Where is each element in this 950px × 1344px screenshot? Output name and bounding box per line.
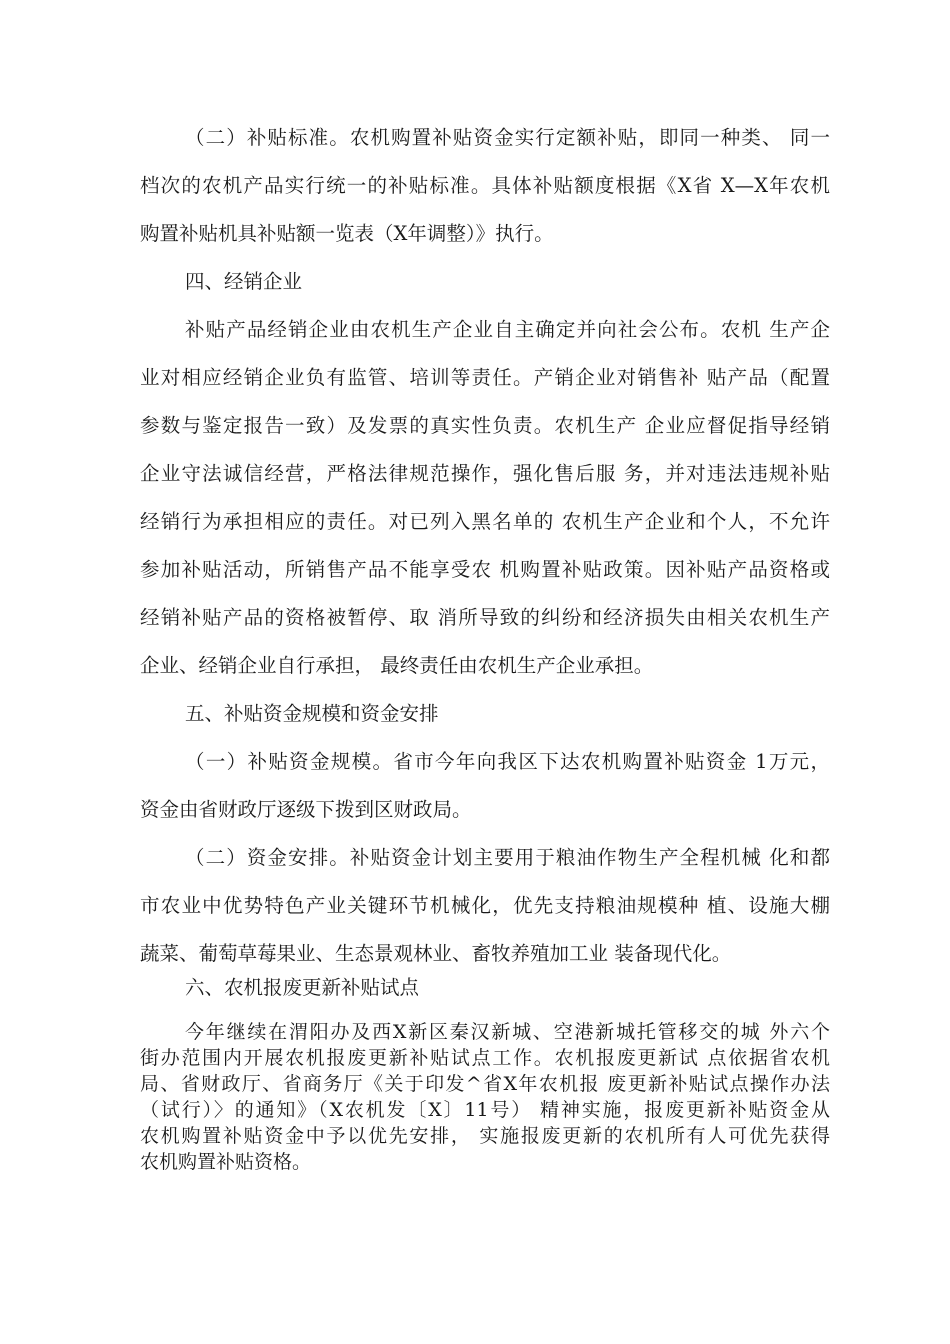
- paragraph-line: （试行）〉的通知》（X农机发〔X〕11号） 精神实施，报废更新补贴资金从: [140, 1099, 830, 1121]
- paragraph-line: 农机购置补贴资格。: [140, 1151, 312, 1173]
- paragraph-line: 局、省财政厅、省商务厅《关于印发^省X年农机报 废更新补贴试点操作办法: [140, 1073, 830, 1095]
- paragraph-line: 资金由省财政厅逐级下拨到区财政局。: [140, 798, 472, 821]
- paragraph-line: 街办范围内开展农机报废更新补贴试点工作。农机报废更新试 点依据省农机: [140, 1047, 830, 1069]
- paragraph-line: 企业、经销企业自行承担， 最终责任由农机生产企业承担。: [140, 654, 654, 677]
- paragraph-line: 购置补贴机具补贴额一览表（X年调整）》执行。: [140, 222, 554, 245]
- paragraph-line: （二）资金安排。补贴资金计划主要用于粮油作物生产全程机械 化和都: [185, 846, 830, 869]
- paragraph-line: 参数与鉴定报告一致）及发票的真实性负责。农机生产 企业应督促指导经销: [140, 414, 830, 437]
- paragraph-line: 经销补贴产品的资格被暂停、取 消所导致的纠纷和经济损失由相关农机生产: [140, 606, 830, 629]
- paragraph-line: （二）补贴标准。农机购置补贴资金实行定额补贴，即同一种类、 同一: [185, 126, 830, 149]
- paragraph-line: 档次的农机产品实行统一的补贴标准。具体补贴额度根据《X省 X—X年农机: [140, 174, 830, 197]
- section-heading: 六、农机报废更新补贴试点: [185, 976, 420, 999]
- paragraph-line: 农机购置补贴资金中予以优先安排， 实施报废更新的农机所有人可优先获得: [140, 1125, 830, 1147]
- paragraph-line: 今年继续在渭阳办及西X新区秦汉新城、空港新城托管移交的城 外六个: [185, 1021, 830, 1043]
- paragraph-line: 业对相应经销企业负有监管、培训等责任。产销企业对销售补 贴产品（配置: [140, 366, 830, 389]
- paragraph-line: 经销行为承担相应的责任。对已列入黑名单的 农机生产企业和个人，不允许: [140, 510, 830, 533]
- paragraph-line: 参加补贴活动，所销售产品不能享受农 机购置补贴政策。因补贴产品资格或: [140, 558, 830, 581]
- section-heading: 五、补贴资金规模和资金安排: [185, 702, 439, 725]
- section-heading: 四、经销企业: [185, 270, 303, 293]
- paragraph-line: （一）补贴资金规模。省市今年向我区下达农机购置补贴资金 1万元，: [185, 750, 830, 773]
- paragraph-line: 企业守法诚信经营，严格法律规范操作，强化售后服 务，并对违法违规补贴: [140, 462, 830, 485]
- paragraph-line: 蔬菜、葡萄草莓果业、生态景观林业、畜牧养殖加工业 装备现代化。: [140, 942, 732, 965]
- paragraph-line: 市农业中优势特色产业关键环节机械化，优先支持粮油规模种 植、设施大棚: [140, 894, 830, 917]
- paragraph-line: 补贴产品经销企业由农机生产企业自主确定并向社会公布。农机 生产企: [185, 318, 830, 341]
